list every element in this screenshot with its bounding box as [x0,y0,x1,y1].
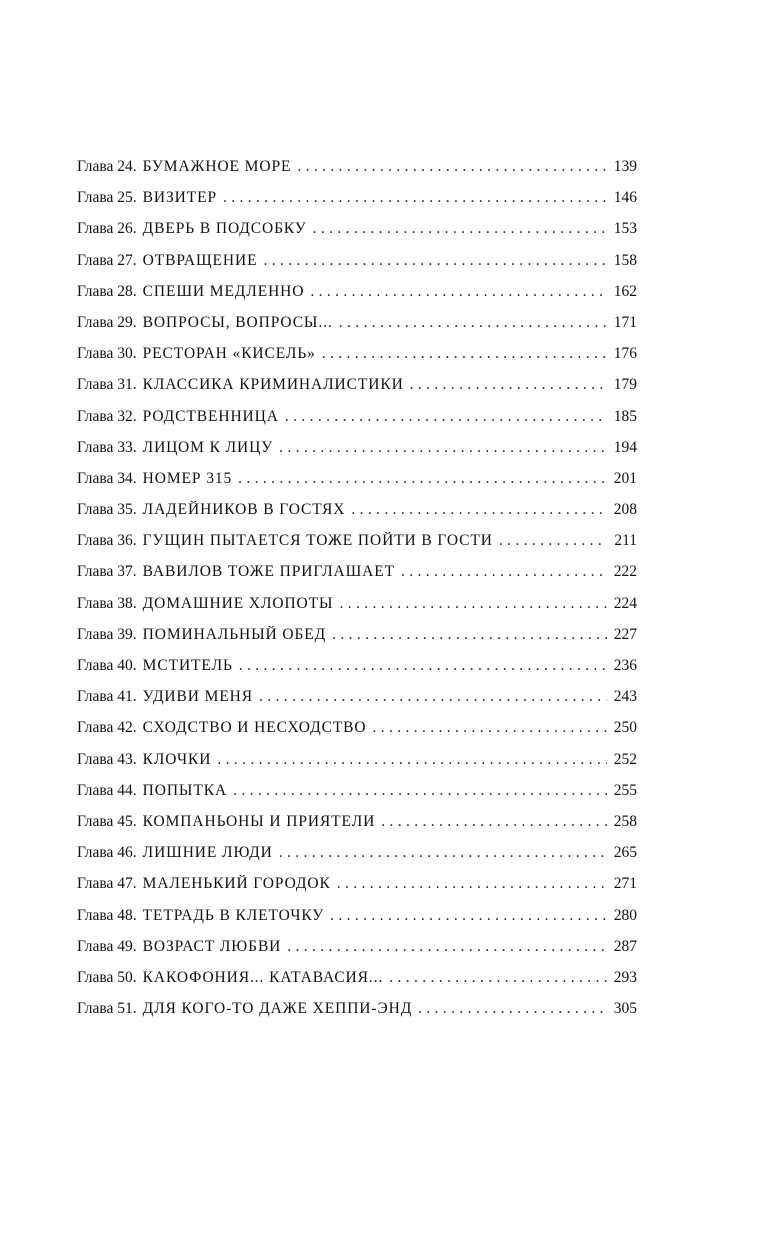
page-number: 252 [613,750,637,768]
chapter-title: НОМЕР 315 [142,469,233,487]
dot-leader [279,844,607,862]
chapter-number: Глава 40. [77,657,137,674]
toc-entry [77,938,637,969]
toc-entry [77,1000,637,1031]
chapter-number: Глава 34. [77,469,137,487]
chapter-number: Глава 25. [77,189,137,207]
chapter-number: Глава 33. [77,438,137,456]
chapter-title: ПОМИНАЛЬНЫЙ ОБЕД [142,625,327,643]
toc-entry [77,969,637,1000]
toc-entry [77,439,637,470]
page-number: 179 [613,376,637,394]
chapter-number: Глава 50. [77,968,137,986]
chapter-number: Глава 48. [77,906,137,924]
table-of-contents [77,158,637,1031]
chapter-number: Глава 42. [77,719,137,737]
page-number: 158 [613,251,637,269]
page-number: 146 [613,189,637,207]
chapter-title: СПЕШИ МЕДЛЕННО [142,282,305,300]
toc-entry [77,813,637,844]
toc-entry [77,158,637,189]
chapter-number: Глава 24. [77,158,137,175]
page-number: 176 [613,345,637,363]
chapter-title: ВОПРОСЫ, ВОПРОСЫ... [142,313,333,331]
dot-leader [239,657,607,675]
dot-leader [339,314,607,332]
dot-leader [330,907,607,925]
page-number: 201 [613,469,637,487]
toc-entry [77,844,637,875]
chapter-number: Глава 32. [77,407,137,425]
chapter-title: ОТВРАЩЕНИЕ [142,251,258,269]
dot-leader [322,345,607,363]
dot-leader [287,938,607,956]
dot-leader [373,719,607,737]
chapter-number: Глава 43. [77,750,137,768]
chapter-title: ДЛЯ КОГО-ТО ДАЖЕ ХЕППИ-ЭНД [142,1000,413,1018]
page-number: 305 [613,1000,637,1018]
chapter-title: ДОМАШНИЕ ХЛОПОТЫ [142,594,334,612]
dot-leader [332,626,607,644]
chapter-number: Глава 46. [77,844,137,862]
chapter-number: Глава 27. [77,251,137,269]
dot-leader [339,595,607,613]
dot-leader [313,220,607,238]
chapter-number: Глава 37. [77,563,137,581]
dot-leader [279,439,607,457]
chapter-title: ВАВИЛОВ ТОЖЕ ПРИГЛАШАЕТ [142,563,395,581]
toc-entry [77,220,637,251]
dot-leader [381,813,607,831]
chapter-title: ГУЩИН ПЫТАЕТСЯ ТОЖЕ ПОЙТИ В ГОСТИ [142,532,493,550]
dot-leader [418,1000,607,1018]
chapter-number: Глава 49. [77,937,137,955]
chapter-title: КАКОФОНИЯ... КАТАВАСИЯ... [142,968,384,986]
chapter-number: Глава 31. [77,376,137,394]
chapter-title: КЛОЧКИ [142,750,212,768]
toc-entry [77,563,637,594]
toc-entry [77,875,637,906]
page-number: 287 [613,937,637,955]
toc-entry [77,252,637,283]
chapter-title: ЛИЦОМ К ЛИЦУ [142,438,274,456]
chapter-title: ДВЕРЬ В ПОДСОБКУ [142,220,307,238]
toc-entry [77,189,637,220]
dot-leader [337,875,607,893]
dot-leader [310,283,607,301]
page-number: 280 [613,906,637,924]
chapter-number: Глава 47. [77,875,137,893]
page-number: 139 [613,158,637,175]
dot-leader [259,688,607,706]
page-number: 293 [613,968,637,986]
chapter-title: БУМАЖНОЕ МОРЕ [142,158,292,175]
dot-leader [499,532,607,550]
chapter-number: Глава 51. [77,1000,137,1018]
chapter-title: КЛАССИКА КРИМИНАЛИСТИКИ [142,376,404,394]
chapter-title: ВОЗРАСТ ЛЮБВИ [142,937,282,955]
page-number: 224 [613,594,637,612]
chapter-title: ВИЗИТЕР [142,189,218,207]
chapter-title: ПОПЫТКА [142,781,228,799]
chapter-title: РЕСТОРАН «КИСЕЛЬ» [142,345,316,363]
page-number: 250 [613,719,637,737]
page-number: 243 [613,688,637,706]
chapter-title: ЛАДЕЙНИКОВ В ГОСТЯХ [142,501,346,519]
page-number: 271 [613,875,637,893]
chapter-number: Глава 38. [77,594,137,612]
toc-entry [77,782,637,813]
page-number: 194 [613,438,637,456]
toc-entry [77,719,637,750]
chapter-title: МАЛЕНЬКИЙ ГОРОДОК [142,875,331,893]
chapter-title: КОМПАНЬОНЫ И ПРИЯТЕЛИ [142,812,376,830]
toc-entry [77,408,637,439]
dot-leader [238,470,607,488]
dot-leader [233,782,607,800]
dot-leader [297,158,607,176]
chapter-number: Глава 45. [77,812,137,830]
page-number: 258 [613,812,637,830]
toc-entry [77,907,637,938]
chapter-number: Глава 28. [77,282,137,300]
chapter-number: Глава 29. [77,313,137,331]
toc-entry [77,626,637,657]
page-number: 227 [613,625,637,643]
page-number: 211 [614,532,637,550]
page-number: 236 [613,657,637,674]
page-number: 208 [613,501,637,519]
dot-leader [351,501,607,519]
toc-entry [77,283,637,314]
chapter-number: Глава 36. [77,532,137,550]
dot-leader [410,376,607,394]
toc-entry [77,751,637,782]
page-number: 153 [613,220,637,238]
chapter-title: СХОДСТВО И НЕСХОДСТВО [142,719,367,737]
dot-leader [389,969,607,987]
dot-leader [401,563,607,581]
chapter-title: ЛИШНИЕ ЛЮДИ [142,844,273,862]
chapter-number: Глава 30. [77,345,137,363]
chapter-number: Глава 39. [77,625,137,643]
toc-entry [77,345,637,376]
dot-leader [217,751,607,769]
toc-entry [77,532,637,563]
page-number: 265 [613,844,637,862]
toc-entry [77,501,637,532]
toc-entry [77,688,637,719]
chapter-title: УДИВИ МЕНЯ [142,688,254,706]
chapter-number: Глава 35. [77,501,137,519]
chapter-number: Глава 44. [77,781,137,799]
chapter-title: МСТИТЕЛЬ [142,657,233,674]
dot-leader [223,189,607,207]
page-number: 171 [613,313,637,331]
toc-entry [77,595,637,626]
toc-entry [77,314,637,345]
page-number: 222 [613,563,637,581]
chapter-title: ТЕТРАДЬ В КЛЕТОЧКУ [142,906,325,924]
toc-entry [77,470,637,501]
page-number: 255 [613,781,637,799]
chapter-number: Глава 41. [77,688,137,706]
toc-entry [77,657,637,688]
chapter-number: Глава 26. [77,220,137,238]
page-number: 185 [613,407,637,425]
toc-entry [77,376,637,407]
dot-leader [263,252,607,270]
chapter-title: РОДСТВЕННИЦА [142,407,279,425]
page-number: 162 [613,282,637,300]
dot-leader [285,408,607,426]
